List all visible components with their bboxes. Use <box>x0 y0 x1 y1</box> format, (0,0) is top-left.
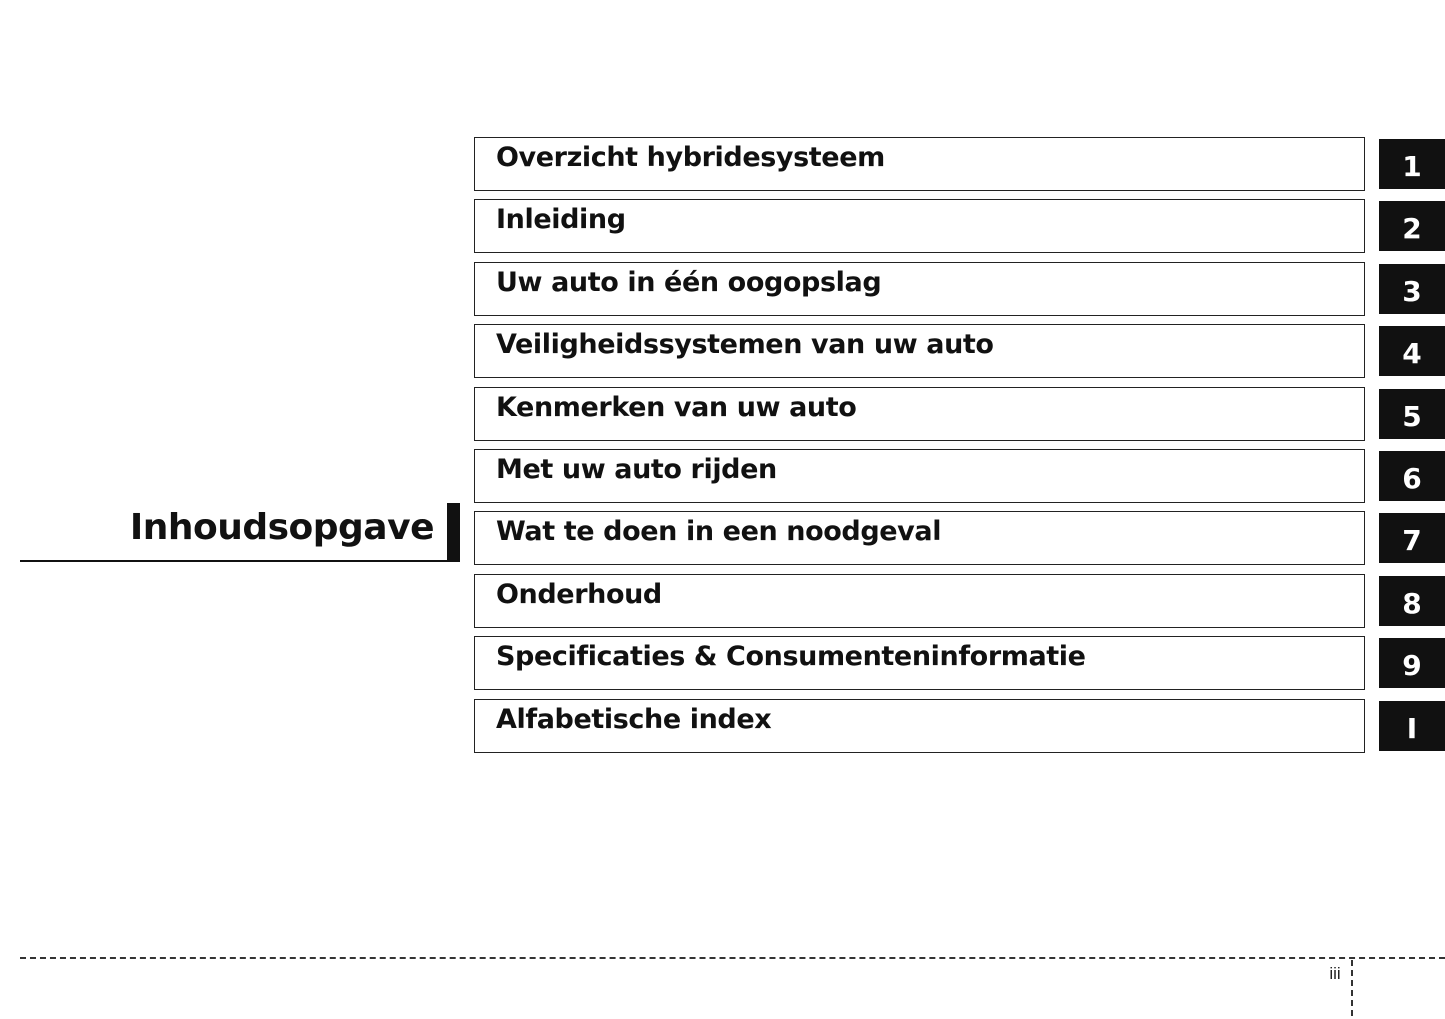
toc-link-box[interactable] <box>474 387 1365 441</box>
title-underline <box>20 560 460 562</box>
toc-entry-8 <box>474 574 1445 629</box>
toc-entry-6 <box>474 449 1445 504</box>
toc-entry-3 <box>474 262 1445 317</box>
toc-link-box[interactable] <box>474 199 1365 253</box>
chapter-tab[interactable]: 3 <box>1379 264 1445 314</box>
toc-list <box>474 137 1445 761</box>
toc-entry-4 <box>474 324 1445 379</box>
chapter-tab[interactable]: 9 <box>1379 638 1445 688</box>
toc-entry-label: Veiligheidssystemen van uw auto <box>496 329 994 361</box>
page-title: Inhoudsopgave <box>129 507 434 548</box>
toc-link-box[interactable] <box>474 636 1365 690</box>
footer-dashed-divider <box>1351 960 1353 1016</box>
toc-entry-label: Uw auto in één oogopslag <box>496 266 882 298</box>
toc-entry-7 <box>474 511 1445 566</box>
chapter-tab[interactable]: 5 <box>1379 389 1445 439</box>
chapter-tab[interactable]: 2 <box>1379 201 1445 251</box>
toc-entry-5 <box>474 387 1445 442</box>
toc-link-box[interactable] <box>474 511 1365 565</box>
toc-entry-label: Specificaties & Consumenteninformatie <box>496 641 1086 673</box>
toc-entry-1 <box>474 137 1445 192</box>
toc-link-box[interactable] <box>474 137 1365 191</box>
chapter-tab[interactable]: 7 <box>1379 513 1445 563</box>
toc-entry-2 <box>474 199 1445 254</box>
toc-link-box[interactable] <box>474 449 1365 503</box>
chapter-tab[interactable]: 6 <box>1379 451 1445 501</box>
chapter-tab[interactable]: 4 <box>1379 326 1445 376</box>
title-marker-bar <box>447 503 460 562</box>
toc-link-box[interactable] <box>474 699 1365 753</box>
toc-link-box[interactable] <box>474 574 1365 628</box>
toc-entry-label: Wat te doen in een noodgeval <box>496 516 942 548</box>
chapter-tab[interactable]: I <box>1379 701 1445 751</box>
chapter-tab[interactable]: 8 <box>1379 576 1445 626</box>
toc-entry-label: Alfabetische index <box>496 703 772 735</box>
chapter-tab[interactable]: 1 <box>1379 139 1445 189</box>
toc-entry-label: Overzicht hybridesysteem <box>496 142 885 173</box>
footer-dashed-rule <box>20 957 1445 959</box>
page-number: iii <box>1329 964 1341 983</box>
toc-entry-label: Kenmerken van uw auto <box>496 391 857 423</box>
toc-link-box[interactable] <box>474 262 1365 316</box>
toc-entry-10 <box>474 699 1445 754</box>
toc-entry-9 <box>474 636 1445 691</box>
toc-entry-label: Inleiding <box>496 204 626 236</box>
toc-link-box[interactable] <box>474 324 1365 378</box>
toc-entry-label: Onderhoud <box>496 578 662 610</box>
toc-entry-label: Met uw auto rijden <box>496 453 777 485</box>
